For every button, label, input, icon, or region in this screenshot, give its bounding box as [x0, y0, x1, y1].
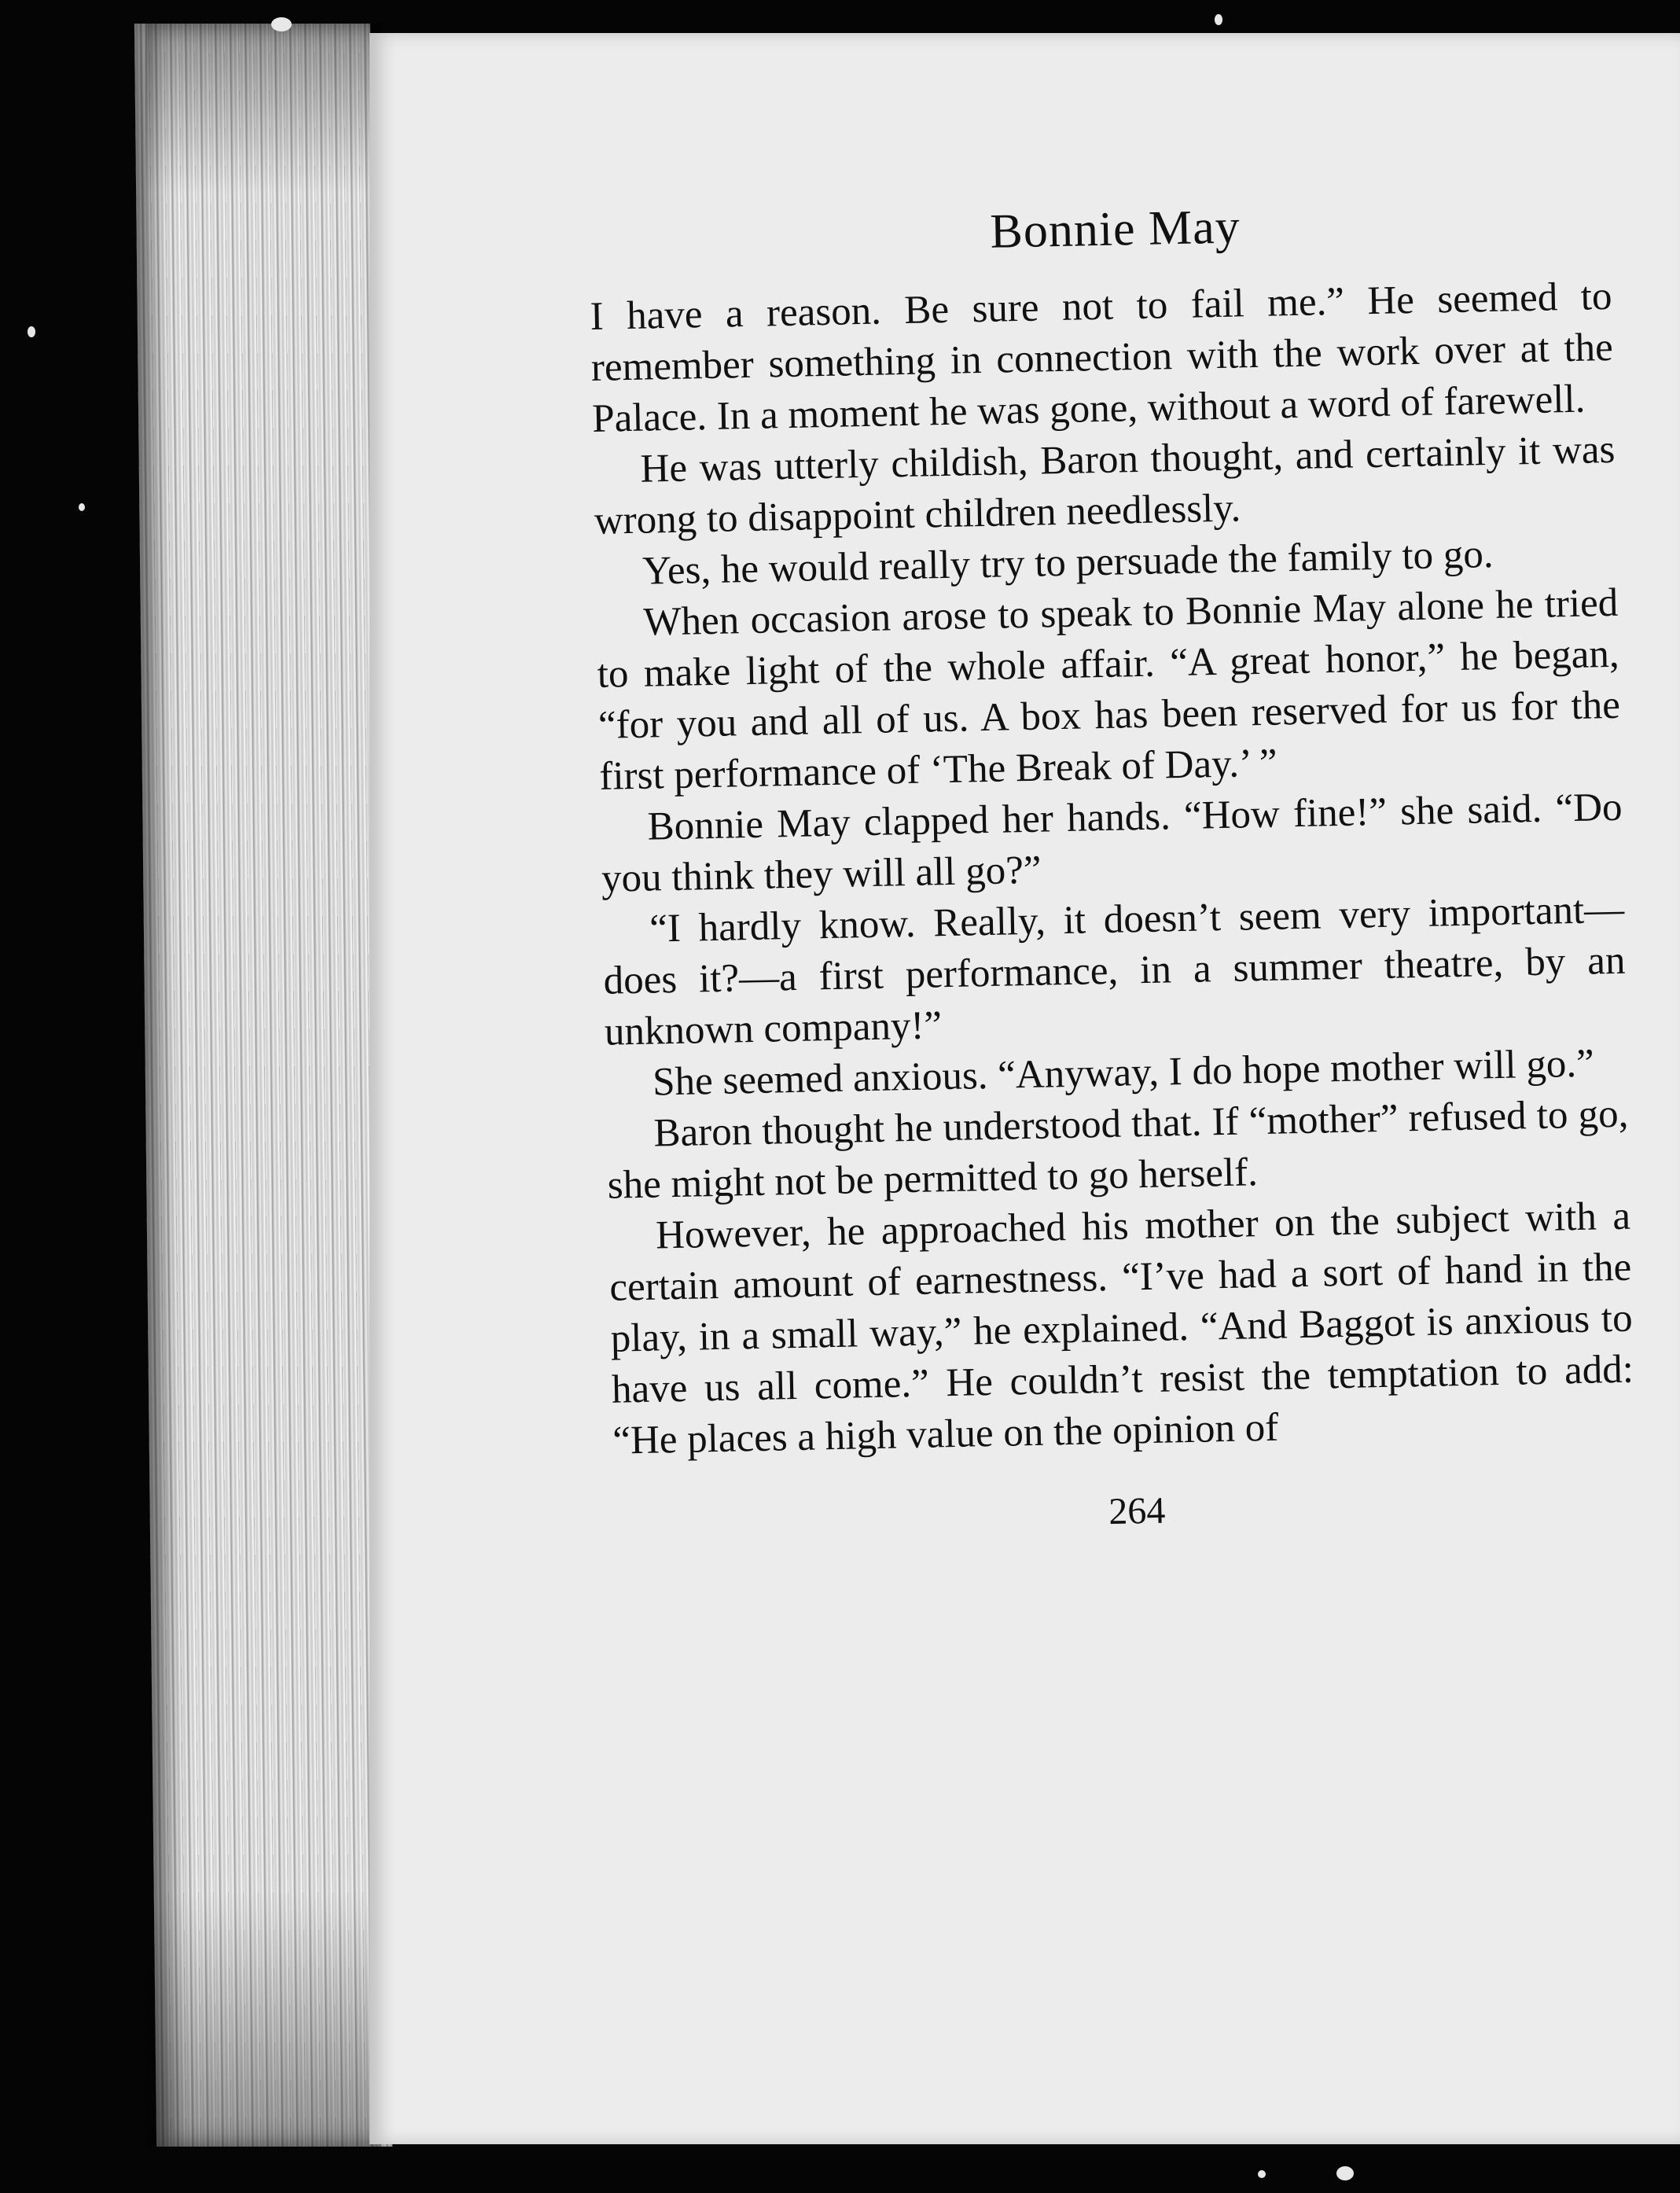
paragraph: When occasion arose to speak to Bonnie May alone he tried to make light of the whole affair. “A great honor,” he began, “for you and all of us. A box has been reserved for us for the first performance of ‘The Break of Day.’ ”: [597, 580, 1621, 799]
paragraph: He was utterly childish, Baron thought, and certainly it was wrong to disappoint children needlessly.: [594, 427, 1616, 543]
film-speck: [1215, 14, 1222, 25]
page-number: 264: [1108, 1489, 1166, 1533]
running-head: Bonnie May: [989, 200, 1241, 259]
film-speck: [1258, 2170, 1266, 2178]
book-page: [369, 33, 1680, 2144]
paragraph: I have a reason. Be sure not to fail me.” He seemed to remember something in connection with the work over at the Palace. In a moment he was gone, without a word of farewell.: [590, 274, 1614, 441]
film-speck: [1336, 2166, 1354, 2180]
page-text-block: [588, 192, 1637, 1544]
page-edges-shade: [145, 24, 381, 2147]
paragraph: “I hardly know. Really, it doesn’t seem very important—does it?—a first performance, in a summer theatre, by an unknown company!”: [603, 887, 1626, 1054]
film-speck: [28, 326, 35, 337]
paragraph: Bonnie May clapped her hands. “How fine!” she said. “Do you think they will all go?”: [601, 785, 1623, 901]
paragraph: Baron thought he understood that. If “mother” refused to go, she might not be permitted to go herself.: [607, 1091, 1629, 1208]
film-speck: [79, 503, 85, 511]
paragraph: She seemed anxious. “Anyway, I do hope mother will go.”: [652, 1041, 1595, 1105]
paragraph: However, he approached his mother on the subject with a certain amount of earnestness. “I’ve had a sort of hand in the play, in a small way,” he explained. “And Baggot is anxious to have us all come.” He couldn’t resist the temptation to add: “He places a high value on the opinion of: [608, 1194, 1634, 1463]
paragraph: Yes, he would really try to persuade the family to go.: [641, 532, 1494, 594]
film-speck: [271, 17, 292, 31]
